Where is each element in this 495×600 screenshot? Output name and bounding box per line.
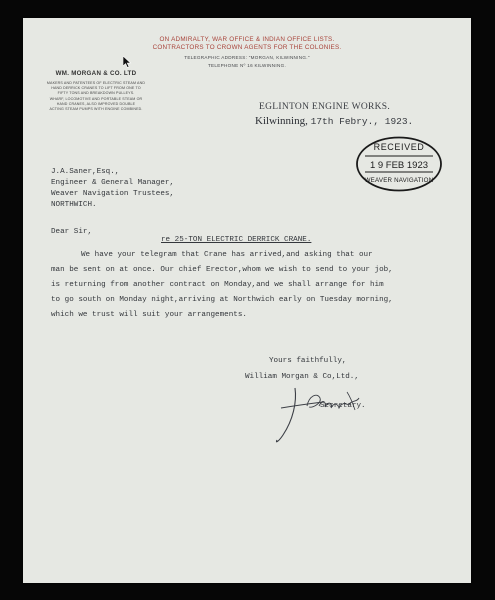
salutation: Dear Sir, xyxy=(51,228,93,236)
received-stamp xyxy=(355,135,443,193)
business-line: HAND CRANES, ALSO IMPROVED DOUBLE xyxy=(56,101,136,106)
business-line: MAKERS AND PATENTEES OF ELECTRIC STEAM AND xyxy=(46,81,146,85)
business-line: HAND DERRICK CRANES TO LIFT FROM ONE TO xyxy=(51,86,141,91)
recipient-line: Engineer & General Manager, xyxy=(51,179,175,187)
letterhead-line-1: ON ADMIRALTY, WAR OFFICE & INDIAN OFFICE LISTS. xyxy=(159,36,335,43)
handwritten-signature xyxy=(273,380,363,450)
company-name: WM. MORGAN & CO. LTD xyxy=(55,70,137,77)
body-line: man be sent on at once. Our chief Erector,whom we wish to send to your job, xyxy=(51,266,393,274)
body-line: We have your telegram that Crane has arrived,and asking that our xyxy=(81,251,373,259)
signatory-company: William Morgan & Co,Ltd., xyxy=(245,373,359,381)
place-name: Kilwinning, xyxy=(255,115,308,127)
place-and-date xyxy=(255,115,413,127)
letterhead-line-2: CONTRACTORS TO CROWN AGENTS FOR THE COLONIES. xyxy=(152,44,342,51)
recipient-line: Weaver Navigation Trustees, xyxy=(51,190,175,198)
works-name: EGLINTON ENGINE WORKS. xyxy=(259,102,391,112)
closing: Yours faithfully, xyxy=(269,357,347,365)
business-line: FIFTY TONS AND BREAKDOWN PULLEYS. xyxy=(57,91,135,96)
body-line: which we trust will suit your arrangements. xyxy=(51,311,247,319)
recipient-line: NORTHWICH. xyxy=(51,201,97,209)
body-line: is returning from another contract on Monday,and we shall arrange for him xyxy=(51,281,384,289)
business-line: ACTING STEAM PUMPS WITH ENGINE COMBINED. xyxy=(49,107,143,111)
mouse-pointer-icon xyxy=(123,55,132,67)
letter-date: 17th Febry., 1923. xyxy=(310,116,414,127)
telephone-number: TELEPHONE Nº 16 KILWINNING. xyxy=(207,63,287,68)
signatory-title: Secretary. xyxy=(320,402,366,410)
body-line: to go south on Monday night,arriving at Northwich early on Tuesday morning, xyxy=(51,296,393,304)
subject-line: re 25-TON ELECTRIC DERRICK CRANE. xyxy=(161,236,312,244)
telegraphic-address: TELEGRAPHIC ADDRESS: "MORGAN, KILWINNING." xyxy=(184,55,310,60)
business-line: WHARF, LOCOMOTIVE AND PORTABLE STEAM OR xyxy=(49,96,143,101)
letter-page xyxy=(23,18,471,583)
stamp-date: 1 9 FEB 1923 xyxy=(369,160,429,171)
stamp-weaver-navigation: WEAVER NAVIGATION xyxy=(364,177,434,184)
stamp-received: RECEIVED xyxy=(373,142,425,152)
recipient-line: J.A.Saner,Esq., xyxy=(51,168,120,176)
